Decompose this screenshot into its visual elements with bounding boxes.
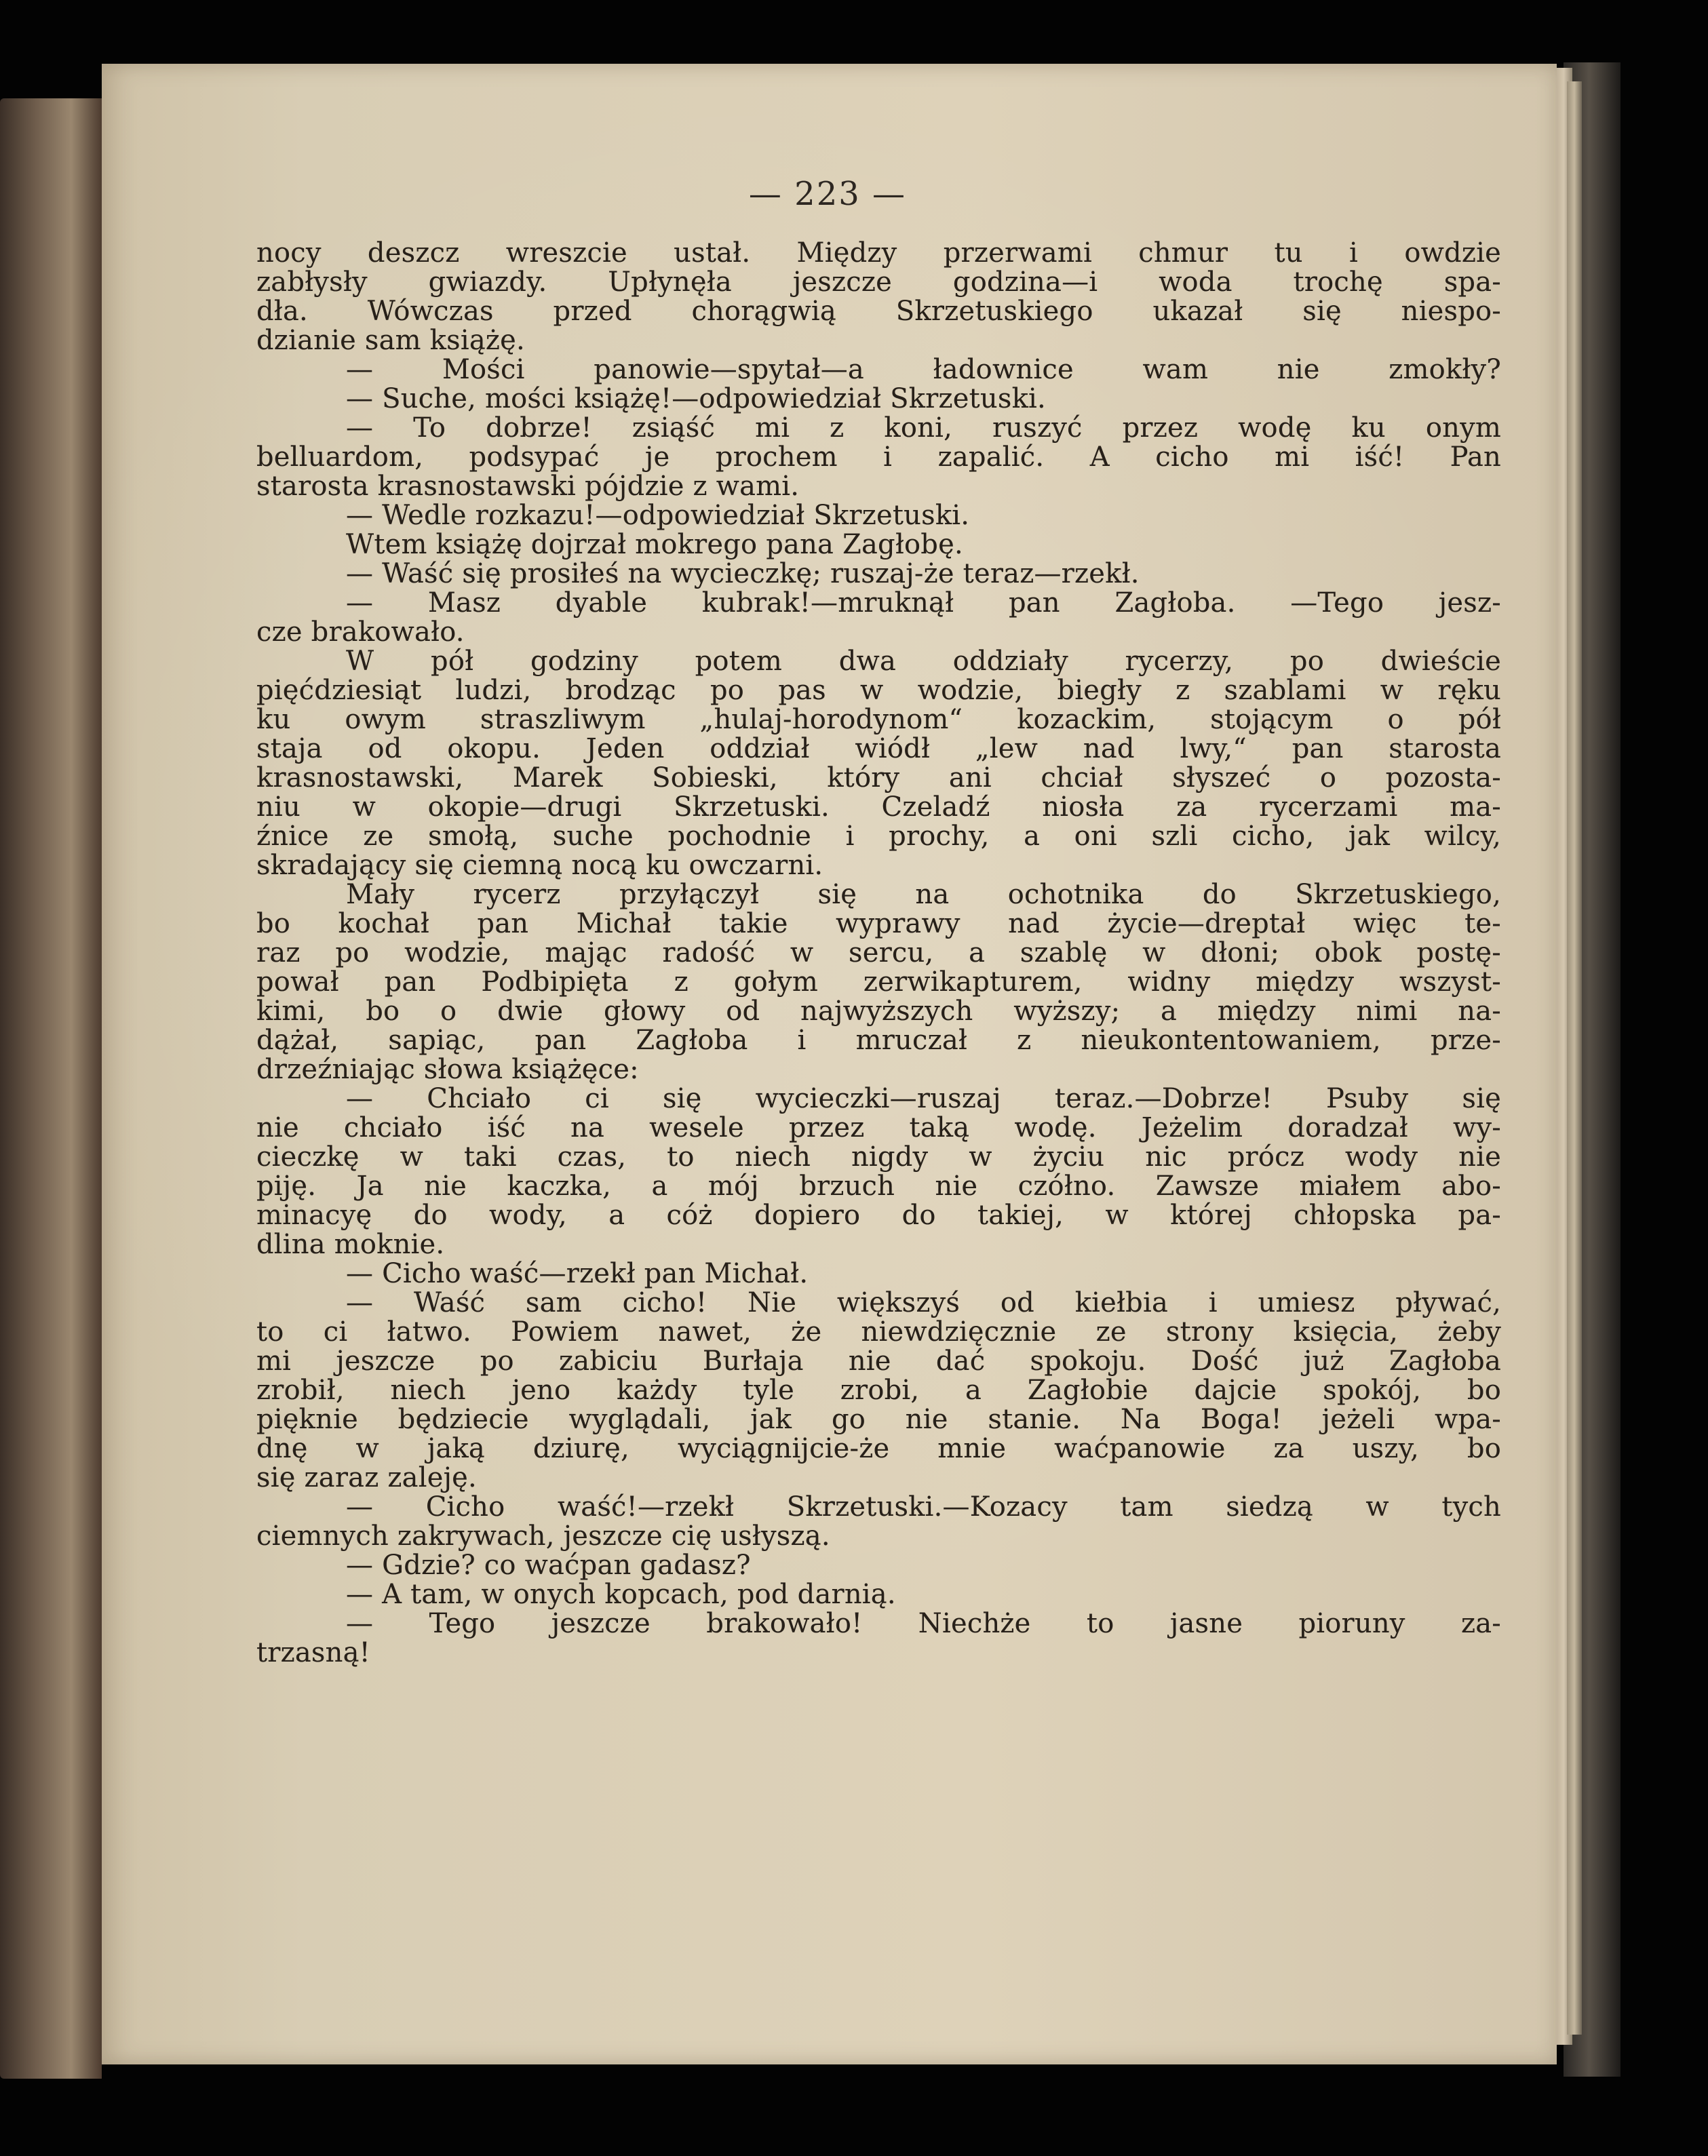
text-line: — Tego jeszcze brakowało! Niechże to jasne pioruny za-: [346, 1608, 1501, 1639]
left-cover: [0, 98, 102, 2079]
text-line: Wtem książę dojrzał mokrego pana Zagłobę.: [346, 529, 963, 560]
text-line: — A tam, w onych kopcach, pod darnią.: [346, 1579, 896, 1610]
text-line: minacyę do wody, a cóż dopiero do takiej, w której chłopska pa-: [256, 1200, 1501, 1231]
text-line: pięćdziesiąt ludzi, brodząc po pas w wodzie, biegły z szablami w ręku: [256, 675, 1501, 706]
text-line: — Chciało ci się wycieczki—ruszaj teraz.—Dobrze! Psuby się: [346, 1083, 1501, 1114]
text-line: — Waść się prosiłeś na wycieczkę; ruszaj-że teraz—rzekł.: [346, 558, 1140, 589]
text-line: — Masz dyable kubrak!—mruknął pan Zagłoba. —Tego jesz-: [346, 587, 1501, 619]
text-line: mi jeszcze po zabiciu Burłaja nie dać spokoju. Dość już Zagłoba: [256, 1346, 1501, 1377]
text-line: bo kochał pan Michał takie wyprawy nad życie—dreptał więc te-: [256, 908, 1501, 939]
text-line: raz po wodzie, mając radość w sercu, a szablę w dłoni; obok postę-: [256, 937, 1501, 968]
text-line: — To dobrze! zsiąść mi z koni, ruszyć przez wodę ku onym: [346, 412, 1501, 444]
text-line: cieczkę w taki czas, to niech nigdy w życiu nic prócz wody nie: [256, 1141, 1501, 1173]
text-line: kimi, bo o dwie głowy od najwyższych wyższy; a między nimi na-: [256, 996, 1501, 1027]
text-line: — Cicho waść!—rzekł Skrzetuski.—Kozacy tam siedzą w tych: [346, 1491, 1501, 1523]
text-line: — Cicho waść—rzekł pan Michał.: [346, 1258, 809, 1289]
text-line: skradający się ciemną nocą ku owczarni.: [256, 850, 823, 881]
text-line: — Wedle rozkazu!—odpowiedział Skrzetuski.: [346, 500, 970, 531]
text-line: dła. Wówczas przed chorągwią Skrzetuskiego ukazał się niespo-: [256, 296, 1501, 327]
text-line: nocy deszcz wreszcie ustał. Między przerwami chmur tu i owdzie: [256, 237, 1501, 269]
text-line: cze brakowało.: [256, 616, 465, 648]
text-line: — Waść sam cicho! Nie większyś od kiełbia i umiesz pływać,: [346, 1287, 1501, 1318]
text-line: ku owym straszliwym „hulaj-horodynom“ kozackim, stojącym o pół: [256, 704, 1501, 735]
text-line: dzianie sam książę.: [256, 325, 525, 356]
text-line: niu w okopie—drugi Skrzetuski. Czeladź niosła za rycerzami ma-: [256, 791, 1501, 823]
text-line: zrobił, niech jeno każdy tyle zrobi, a Zagłobie dajcie spokój, bo: [256, 1375, 1501, 1406]
text-line: starosta krasnostawski pójdzie z wami.: [256, 471, 800, 502]
text-line: ciemnych zakrywach, jeszcze cię usłyszą.: [256, 1521, 830, 1552]
text-line: staja od okopu. Jeden oddział wiódł „lew nad lwy,“ pan starosta: [256, 733, 1501, 764]
text-line: trzasną!: [256, 1637, 370, 1668]
text-line: dlina moknie.: [256, 1229, 445, 1260]
text-line: belluardom, podsypać je prochem i zapalić. A cicho mi iść! Pan: [256, 442, 1501, 473]
page-edges-inner: [1567, 81, 1582, 2035]
text-line: — Gdzie? co waćpan gadasz?: [346, 1550, 751, 1581]
text-line: pięknie będziecie wyglądali, jak go nie stanie. Na Boga! jeżeli wpa-: [256, 1404, 1501, 1435]
text-line: się zaraz zaleję.: [256, 1462, 477, 1493]
text-line: drzeźniając słowa książęce:: [256, 1054, 639, 1085]
text-line: nie chciało iść na wesele przez taką wodę. Jeżelim doradzał wy-: [256, 1112, 1501, 1143]
text-line: — Mości panowie—spytał—a ładownice wam nie zmokły?: [346, 354, 1501, 385]
text-line: — Suche, mości książę!—odpowiedział Skrzetuski.: [346, 383, 1046, 414]
text-line: Mały rycerz przyłączył się na ochotnika do Skrzetuskiego,: [346, 879, 1501, 910]
text-line: piję. Ja nie kaczka, a mój brzuch nie czółno. Zawsze miałem abo-: [256, 1171, 1501, 1202]
text-line: krasnostawski, Marek Sobieski, który ani chciał słyszeć o pozosta-: [256, 762, 1501, 793]
text-line: pował pan Podbipięta z gołym zerwikapturem, widny między wszyst-: [256, 966, 1501, 998]
text-line: źnice ze smołą, suche pochodnie i prochy, a oni szli cicho, jak wilcy,: [256, 821, 1501, 852]
text-line: zabłysły gwiazdy. Upłynęła jeszcze godzina—i woda trochę spa-: [256, 267, 1501, 298]
page-number: — 223 —: [748, 175, 907, 213]
page-text: [256, 239, 1501, 1668]
book-page: [102, 64, 1557, 2064]
text-line: dnę w jaką dziurę, wyciągnijcie-że mnie waćpanowie za uszy, bo: [256, 1433, 1501, 1464]
text-line: to ci łatwo. Powiem nawet, że niewdzięcznie ze strony księcia, żeby: [256, 1316, 1501, 1348]
text-line: dążał, sapiąc, pan Zagłoba i mruczał z nieukontentowaniem, prze-: [256, 1025, 1501, 1056]
text-line: W pół godziny potem dwa oddziały rycerzy, po dwieście: [346, 646, 1501, 677]
